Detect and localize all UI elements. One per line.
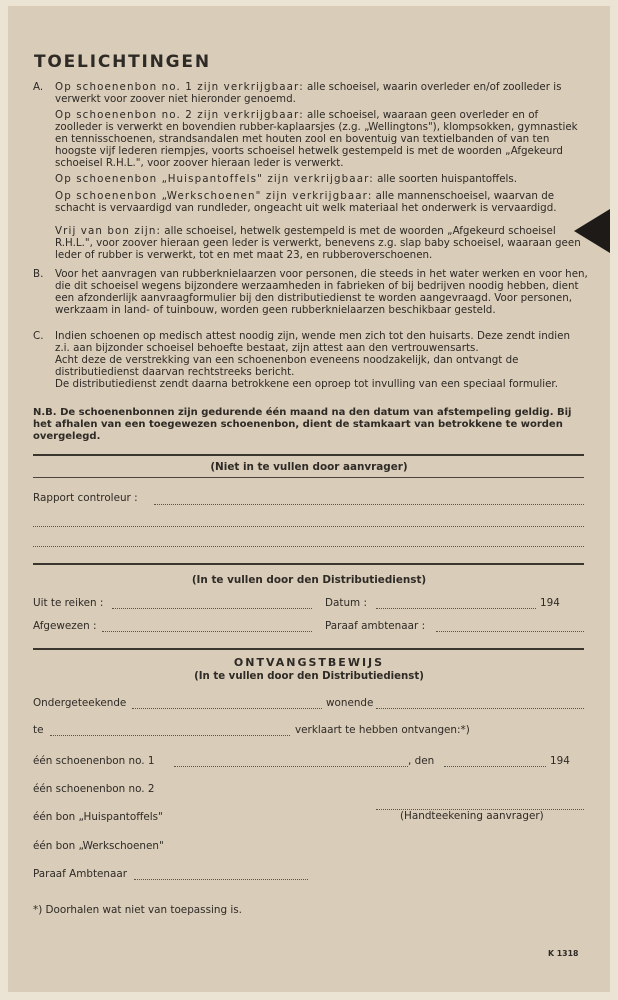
section-c-text-3: De distributiedienst zendt daarna betrokkene een oproep tot invulling van een speciaal formulier. <box>55 377 558 390</box>
section-a-p5-lead: Vrij van bon zijn: <box>55 225 162 237</box>
report-line-2[interactable] <box>33 525 584 527</box>
divider-thick <box>33 454 584 456</box>
report-label: Rapport controleur : <box>33 492 138 504</box>
item-1-field[interactable] <box>174 765 408 767</box>
date-field[interactable] <box>376 607 536 609</box>
rejected-label: Afgewezen : <box>33 620 97 632</box>
the-label: , den <box>408 755 435 767</box>
distribution-heading: (In te vullen door den Distributiedienst) <box>191 574 427 586</box>
section-a-p4-body: alle mannenschoeisel, waarvan de schacht is vervaardigd van rundleder, ongeacht uit welk materiaal het onderwerk is vervaardigd. <box>55 190 557 214</box>
receipt-title: ONTVANGSTBEWIJS <box>233 656 385 669</box>
section-a-paragraph-2 <box>55 110 588 170</box>
section-a-paragraph-1 <box>33 81 588 106</box>
receipt-item-2: één schoenenbon no. 2 <box>33 783 155 795</box>
section-a-p2-lead: Op schoenenbon no. 2 zijn verkrijgbaar: <box>55 109 304 121</box>
at-field[interactable] <box>50 734 290 736</box>
declares-label: verklaart te hebben ontvangen:*) <box>295 724 470 736</box>
residing-label: wonende <box>326 697 374 709</box>
section-a-paragraph-3 <box>55 174 588 186</box>
official-initials-field[interactable] <box>134 878 308 880</box>
the-date-field[interactable] <box>444 765 546 767</box>
section-a-p1-lead: Op schoenenbon no. 1 zijn verkrijgbaar: <box>55 81 304 93</box>
receipt-item-3: één bon „Huispantoffels" <box>33 811 163 823</box>
residing-field[interactable] <box>376 707 584 709</box>
nb-marker: N.B. <box>33 407 57 418</box>
section-a-p2-body: alle schoeisel, waaraan geen overleder en of zoolleder is verwerkt en bovendien rubber-kaplaarsjes (z.g. „Wellingtons"), klompsokken, gymnastiek en tennisschoenen, strandsandalen met houten zool en boventuig van textielbanden of van ten hoogste vijf lederen riempjes, voorts schoeisel hetwelk gestempeld is met de woorden „Afgekeurd schoeisel R.H.L.", voor zoover hieraan leder is verwerkt. <box>55 109 578 169</box>
report-line-1[interactable] <box>154 503 584 505</box>
section-c-paragraph <box>33 330 588 391</box>
section-a-paragraph-4 <box>55 191 588 215</box>
issue-field[interactable] <box>112 607 312 609</box>
date-label: Datum : <box>325 597 367 609</box>
section-a-paragraph-5 <box>55 226 588 262</box>
section-a-p3-lead: Op schoenenbon „Huispantoffels" zijn verkrijgbaar: <box>55 173 374 185</box>
initials-field[interactable] <box>436 630 584 632</box>
undersigned-field[interactable] <box>132 707 322 709</box>
footnote: *) Doorhalen wat niet van toepassing is. <box>33 904 242 916</box>
form-sheet <box>8 6 610 992</box>
section-b-paragraph <box>33 268 588 317</box>
undersigned-label: Ondergeteekende <box>33 697 127 709</box>
section-c-text-1: Indien schoenen op medisch attest noodig zijn, wende men zich tot den huisarts. Deze zendt indien z.i. aan bijzonder schoeisel behoefte bestaat, zijn attest aan den vertrouwensarts. <box>55 330 570 354</box>
receipt-year: 194 <box>550 755 570 767</box>
section-a-p3-body: alle soorten huispantoffels. <box>373 173 518 185</box>
section-b-marker: B. <box>33 268 44 280</box>
rejected-field[interactable] <box>102 630 312 632</box>
report-line-3[interactable] <box>33 545 584 547</box>
official-initials-label: Paraaf Ambtenaar <box>33 868 128 880</box>
at-label: te <box>33 724 44 736</box>
section-c-text-2: Acht deze de verstrekking van een schoenenbon eveneens noodzakelijk, dan ontvangt de distributiedienst daarvan rechtstreeks bericht. <box>55 353 519 378</box>
signature-label: (Handteekening aanvrager) <box>400 810 544 822</box>
receipt-subtitle: (In te vullen door den Distributiedienst) <box>194 671 424 682</box>
page-title: TOELICHTINGEN <box>34 52 211 72</box>
section-a-p5-body: alle schoeisel, hetwelk gestempeld is met de woorden „Afgekeurd schoeisel R.H.L.", voor zoover hieraan geen leder is verwerkt, benevens z.g. slap baby schoeisel, waaraan geen leder of rubber is verwerkt, tot en met maat 23, en rubberoverschoenen. <box>55 225 581 261</box>
section-a-p4-lead: Op schoenenbon „Werkschoenen" zijn verkrijgbaar: <box>55 190 373 202</box>
receipt-item-1: één schoenenbon no. 1 <box>33 755 155 767</box>
nb-text: De schoenenbonnen zijn gedurende één maand na den datum van afstempeling geldig. Bij het afhalen van een toegewezen schoenenbon, dient de stamkaart van betrokkene te worden overgelegd. <box>33 407 572 442</box>
receipt-item-4: één bon „Werkschoenen" <box>33 840 164 852</box>
date-year: 194 <box>540 597 560 609</box>
initials-label: Paraaf ambtenaar : <box>325 620 426 632</box>
nb-paragraph <box>33 407 588 443</box>
section-a-marker: A. <box>33 81 44 93</box>
section-a-p1-body: alle schoeisel, waarin overleder en/of zoolleder is verwerkt voor zoover niet hieronder genoemd. <box>55 81 562 105</box>
divider <box>33 477 584 478</box>
issue-label: Uit te reiken : <box>33 597 104 609</box>
divider-thick <box>33 648 584 650</box>
divider-thick <box>33 563 584 565</box>
section-c-marker: C. <box>33 330 44 342</box>
controller-heading: (Niet in te vullen door aanvrager) <box>210 461 408 473</box>
form-code: K 1318 <box>548 949 579 958</box>
section-b-text: Voor het aanvragen van rubberknielaarzen voor personen, die steeds in het water werken en voor hen, die dit schoeisel wegens bijzondere werzaamheden in fabrieken of bij bedrijven noodig hebben, dient een afzonderlijk aanvraagformulier bij den distributiedienst te worden aangevraagd. Voor personen, werkzaam in land- of tuinbouw, worden geen rubberknielaarzen beschikbaar gesteld. <box>55 268 588 316</box>
